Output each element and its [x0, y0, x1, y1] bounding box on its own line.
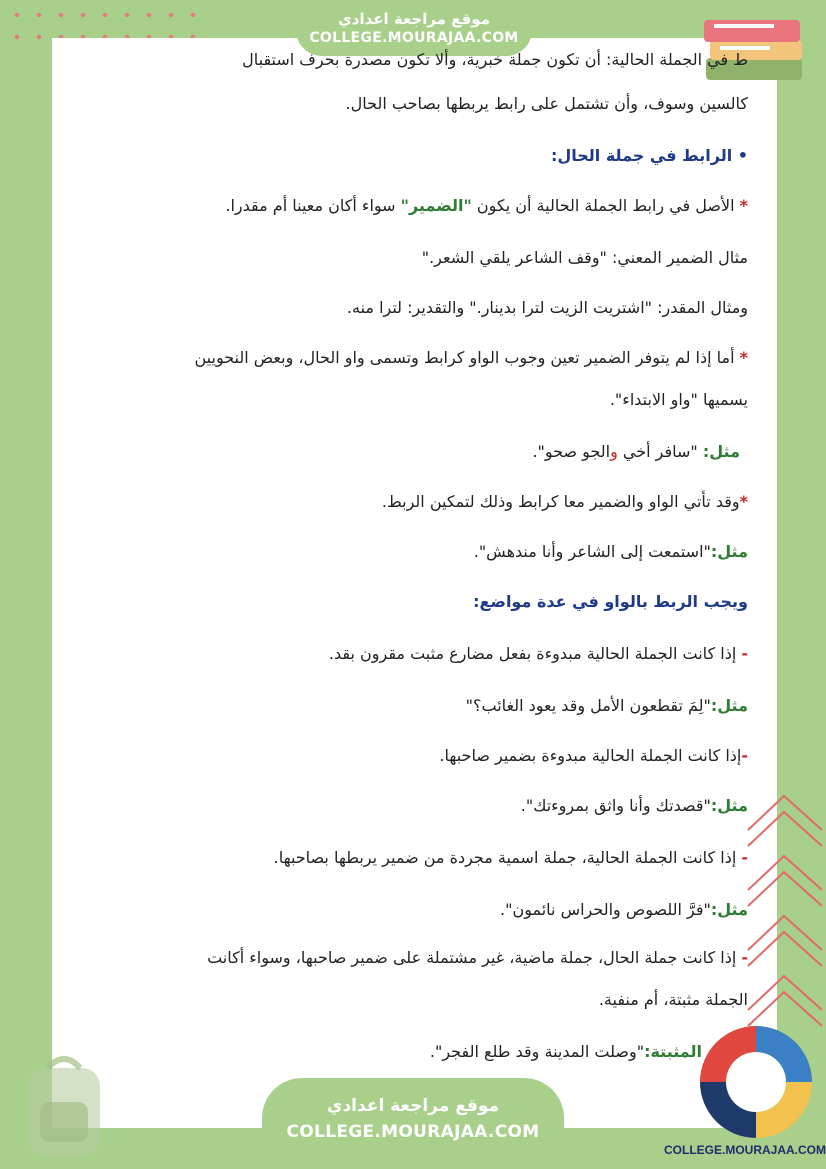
header-site-url[interactable]: COLLEGE.MOURAJAA.COM [309, 30, 519, 46]
text-line: * الأصل في رابط الجملة الحالية أن يكون "الضمير" سواء أكان معينا أم مقدرا. [225, 196, 748, 215]
text-line: مثل:"لِمَ تقطعون الأمل وقد يعود الغائب؟" [465, 696, 748, 715]
example-label: مثل: [710, 900, 748, 919]
text-line: كالسين وسوف، وأن تشتمل على رابط يربطها بصاحب الحال. [345, 94, 748, 113]
school-icons-wheel [696, 1022, 816, 1142]
bullet: - [741, 746, 748, 765]
bullet: - [741, 644, 748, 663]
footer-banner [262, 1078, 564, 1169]
text-line: المثبتة:"وصلت المدينة وقد طلع الفجر". [429, 1042, 702, 1061]
bullet: - [741, 848, 748, 867]
footer-site-url[interactable]: COLLEGE.MOURAJAA.COM [286, 1122, 540, 1142]
bullet: - [741, 948, 748, 967]
text-line: - إذا كانت الجملة الحالية، جملة اسمية مجردة من ضمير يربطها بصاحبها. [273, 848, 748, 867]
text-line: -إذا كانت الجملة الحالية مبدوءة بضمير صاحبها. [439, 746, 748, 765]
bullet: * [739, 348, 748, 367]
section-heading: ويجب الربط بالواو في عدة مواضع: [473, 592, 748, 611]
backpack-illustration [14, 1050, 114, 1160]
text-line: - إذا كانت جملة الحال، جملة ماضية، غير مشتملة على ضمير صاحبها، وسواء أكانت [207, 948, 748, 967]
text-line: مثل:"استمعت إلى الشاعر وأنا مندهش". [473, 542, 748, 561]
example-label: المثبتة: [644, 1042, 702, 1061]
text-line: ومثال المقدر: "اشتريت الزيت لترا بدينار." والتقدير: لترا منه. [346, 298, 748, 317]
text-line: مثل:"قصدتك وأنا واثق بمروءتك". [520, 796, 748, 815]
text-line: يسميها "واو الابتداء". [609, 390, 748, 409]
text-line: * أما إذا لم يتوفر الضمير تعين وجوب الواو كرابط وتسمى واو الحال، وبعض النحويين [194, 348, 748, 367]
example-label: مثل: [710, 796, 748, 815]
text-line: مثل: "سافر أخي والجو صحو". [532, 442, 740, 461]
footer-site-arabic: موقع مراجعة اعدادي [326, 1096, 500, 1116]
brand-url[interactable]: COLLEGE.MOURAJAA.COM [664, 1143, 826, 1157]
text-line: الجملة مثبتة، أم منفية. [598, 990, 748, 1009]
header-banner [296, 0, 532, 56]
text-line: ط في الجملة الحالية: أن تكون جملة خبرية، وألا تكون مصدرة بحرف استقبال [242, 50, 748, 69]
example-label: مثل: [710, 542, 748, 561]
text-line: - إذا كانت الجملة الحالية مبدوءة بفعل مضارع مثبت مقرون بقد. [328, 644, 748, 663]
section-heading: • الرابط في جملة الحال: [550, 146, 748, 165]
text-line: مثال الضمير المعني: "وقف الشاعر يلقي الشعر." [421, 248, 748, 267]
bullet: * [739, 196, 748, 215]
bullet: * [739, 492, 748, 511]
text-line: *وقد تأتي الواو والضمير معا كرابط وذلك لتمكين الربط. [381, 492, 748, 511]
chevron-arrows [744, 790, 824, 1040]
text-line: مثل:"فرَّ اللصوص والحراس نائمون". [500, 900, 748, 919]
example-label: مثل: [702, 442, 740, 461]
header-site-arabic: موقع مراجعة اعدادي [338, 10, 490, 28]
example-label: مثل: [710, 696, 748, 715]
